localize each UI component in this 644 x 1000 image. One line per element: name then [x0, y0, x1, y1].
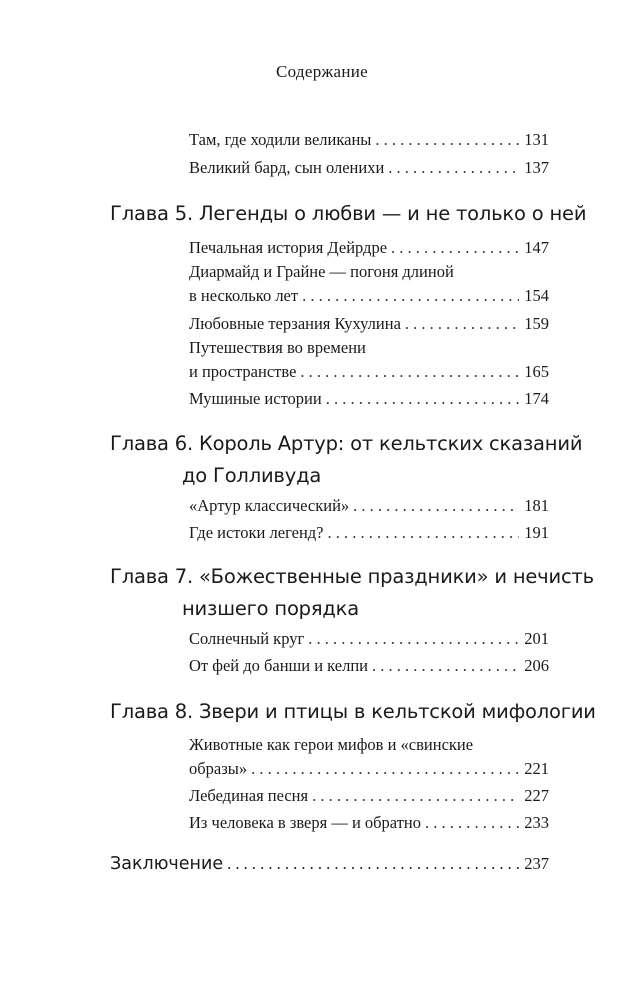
- leader-dots: [227, 854, 520, 874]
- entry-title: От фей до банши и келпи: [189, 656, 368, 675]
- entry-title: и пространстве: [189, 362, 297, 381]
- toc-entry[interactable]: [189, 784, 549, 808]
- chapter-heading-line: до Голливуда: [182, 464, 322, 487]
- page-number: 181: [524, 496, 549, 515]
- entry-title-first-line: Животные как герои мифов и «свинские: [189, 735, 474, 754]
- page-number: 159: [524, 314, 549, 333]
- toc-entry[interactable]: [189, 336, 549, 384]
- entry-title: Там, где ходили великаны: [189, 130, 372, 149]
- page-number: 154: [524, 286, 549, 305]
- running-head: Содержание: [275, 62, 369, 81]
- toc-entry[interactable]: [189, 156, 549, 180]
- page-number: 131: [524, 130, 549, 149]
- page-number: 221: [524, 759, 549, 778]
- toc-entry[interactable]: [189, 236, 549, 260]
- chapter-heading-line: Глава 7. «Божественные праздники» и нечисть: [110, 565, 594, 588]
- leader-dots: [328, 521, 520, 545]
- chapter-heading-line: Глава 5. Легенды о любви — и не только о ней: [110, 202, 587, 225]
- toc-entry[interactable]: [189, 260, 549, 308]
- entry-title: Мушиные истории: [189, 389, 322, 408]
- entry-title-first-line: Диармайд и Грайне — погоня длиной: [189, 262, 454, 281]
- entry-title: образы»: [189, 759, 248, 778]
- toc-entry[interactable]: [189, 312, 549, 336]
- conclusion-title: Заключение: [110, 854, 224, 874]
- page-number: 237: [524, 854, 549, 873]
- page-number: 165: [524, 362, 549, 381]
- page-number: 137: [524, 158, 549, 177]
- entry-title: Солнечный круг: [189, 629, 305, 648]
- leader-dots: [391, 236, 519, 260]
- toc-entry[interactable]: [189, 627, 549, 651]
- entry-title: Где истоки легенд?: [189, 523, 324, 542]
- leader-dots: [372, 654, 519, 678]
- toc-entry[interactable]: [189, 811, 549, 835]
- toc-entry[interactable]: [189, 521, 549, 545]
- leader-dots: [308, 627, 519, 651]
- chapter-heading-line: Глава 8. Звери и птицы в кельтской мифологии: [110, 700, 596, 723]
- leader-dots: [300, 360, 519, 384]
- entry-title-first-line: Путешествия во времени: [189, 338, 366, 357]
- leader-dots: [388, 156, 519, 180]
- chapter-heading-line: низшего порядка: [182, 597, 360, 620]
- leader-dots: [425, 811, 519, 835]
- chapter-heading[interactable]: [110, 428, 583, 492]
- toc-entry[interactable]: [189, 654, 549, 678]
- leader-dots: [375, 128, 519, 152]
- toc-entry[interactable]: [189, 387, 549, 411]
- entry-title: в несколько лет: [189, 286, 299, 305]
- page-number: 233: [524, 813, 549, 832]
- chapter-heading-line: Глава 6. Король Артур: от кельтских сказаний: [110, 432, 583, 455]
- entry-title: «Артур классический»: [189, 496, 350, 515]
- leader-dots: [251, 757, 519, 781]
- leader-dots: [312, 784, 519, 808]
- leader-dots: [326, 387, 519, 411]
- page-number: 174: [524, 389, 549, 408]
- toc-entry[interactable]: [189, 128, 549, 152]
- page-number: 191: [524, 523, 549, 542]
- toc-entry[interactable]: [189, 494, 549, 518]
- leader-dots: [353, 494, 519, 518]
- leader-dots: [302, 284, 519, 308]
- chapter-heading[interactable]: [110, 696, 596, 728]
- entry-title: Лебединая песня: [189, 786, 309, 805]
- page-number: 206: [524, 656, 549, 675]
- chapter-heading[interactable]: [110, 561, 594, 625]
- entry-title: Печальная история Дейрдре: [189, 238, 388, 257]
- entry-title: Великий бард, сын оленихи: [189, 158, 385, 177]
- page-number: 201: [524, 629, 549, 648]
- chapter-heading[interactable]: [110, 198, 587, 230]
- entry-title: Любовные терзания Кухулина: [189, 314, 401, 333]
- leader-dots: [405, 312, 519, 336]
- toc-entry[interactable]: [189, 733, 549, 781]
- page-number: 227: [524, 786, 549, 805]
- toc-conclusion[interactable]: [110, 854, 549, 874]
- entry-title: Из человека в зверя — и обратно: [189, 813, 421, 832]
- page-number: 147: [524, 238, 549, 257]
